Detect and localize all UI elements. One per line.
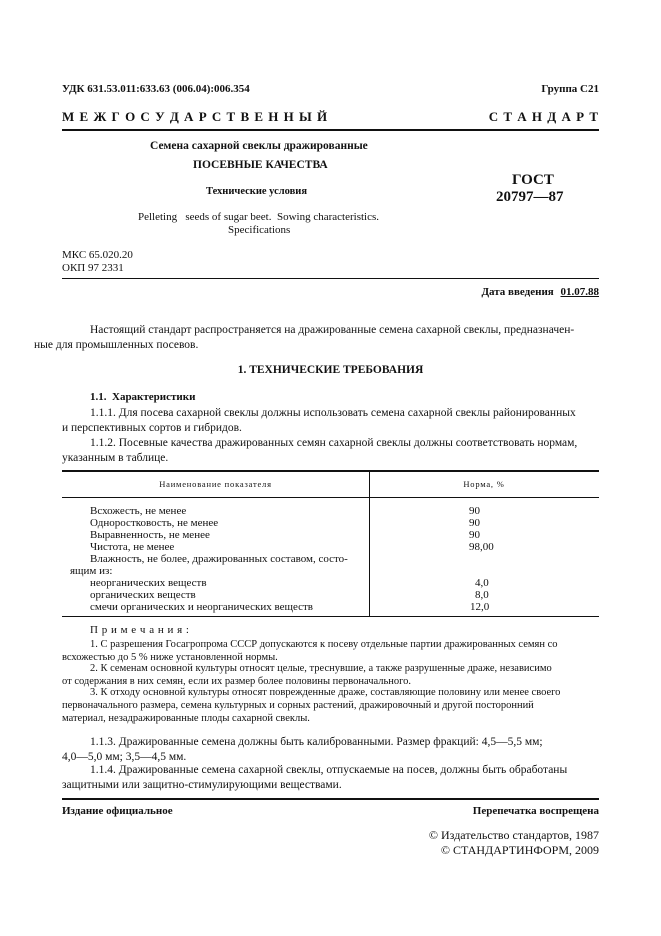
interstate-heading-right: С Т А Н Д А Р Т bbox=[488, 109, 599, 124]
group-code: Группа С21 bbox=[541, 83, 599, 95]
table-col1-header: Наименование показателя bbox=[159, 479, 272, 489]
intro-paragraph bbox=[34, 323, 599, 353]
p113-line-2: 4,0—5,0 мм; 3,5—4,5 мм. bbox=[62, 751, 187, 763]
paragraph-1-1-2 bbox=[62, 436, 599, 466]
reprint-prohibited: Перепечатка воспрещена bbox=[472, 805, 599, 817]
table-col2-header: Норма, % bbox=[463, 479, 505, 489]
note-2-line-2: от содержания в них семян, если их размер более половины первоначального. bbox=[62, 676, 412, 687]
table-row-uniformity: Выравненность, не менее bbox=[90, 529, 210, 541]
p114-line-2: защитными или защитно-стимулирующими веществами. bbox=[62, 779, 342, 791]
interstate-heading-left: М Е Ж Г О С У Д А Р С Т В Е Н Н Ы Й bbox=[62, 109, 329, 124]
p111-line-1: 1.1.1. Для посева сахарной свеклы должны использовать семена сахарной свеклы районированных bbox=[90, 407, 576, 419]
footer-rule bbox=[62, 798, 599, 800]
note-2-line-1: 2. К семенам основной культуры относят целые, треснувшие, а также разрушенные драже, независимо bbox=[90, 663, 552, 674]
table-header-rule bbox=[62, 497, 599, 498]
table-row-mixture: смечи органических и неорганических веществ bbox=[90, 601, 313, 613]
paragraph-1-1-1 bbox=[62, 406, 599, 436]
p111-line-2: и перспективных сортов и гибридов. bbox=[62, 422, 242, 434]
table-row-inorganic-value: 4,0 bbox=[475, 577, 489, 589]
p113-line-1: 1.1.3. Дражированные семена должны быть калиброванными. Размер фракций: 4,5—5,5 мм; bbox=[90, 736, 543, 748]
table-row-monogerm: Одноростковость, не менее bbox=[90, 517, 219, 529]
gost-number: 20797—87 bbox=[496, 189, 564, 205]
table-row-organic-value: 8,0 bbox=[475, 589, 489, 601]
table-top-rule bbox=[62, 470, 599, 472]
title-line-1: Семена сахарной свеклы дражированные bbox=[150, 140, 368, 152]
note-1-line-2: всхожестью до 5 % ниже установленной нормы. bbox=[62, 652, 278, 663]
title-line-2: ПОСЕВНЫЕ КАЧЕСТВА bbox=[193, 159, 328, 171]
table-row-uniformity-value: 90 bbox=[469, 529, 480, 541]
table-row-moisture-cont: ящим из: bbox=[70, 565, 113, 577]
table-row-mixture-value: 12,0 bbox=[470, 601, 490, 613]
official-edition: Издание официальное bbox=[62, 805, 173, 817]
table-row-monogerm-value: 90 bbox=[469, 517, 480, 529]
note-3 bbox=[62, 686, 599, 725]
udk-code: УДК 631.53.011:633.63 (006.04):006.354 bbox=[62, 83, 250, 95]
codes-rule bbox=[62, 278, 599, 279]
note-1-line-1: 1. С разрешения Госагропрома СССР допускаются к посеву отдельные партии дражированных семян со bbox=[90, 639, 558, 650]
section-title: 1. ТЕХНИЧЕСКИЕ ТРЕБОВАНИЯ bbox=[237, 364, 424, 376]
title-english-2: Specifications bbox=[228, 224, 291, 236]
intro-date-value: 01.07.88 bbox=[560, 286, 599, 298]
intro-date bbox=[481, 286, 599, 298]
table-row-organic: органических веществ bbox=[90, 589, 196, 601]
copyright-1: © Издательство стандартов, 1987 bbox=[428, 828, 599, 842]
subsection-title: 1.1. Характеристики bbox=[90, 391, 196, 403]
note-2 bbox=[62, 662, 599, 688]
p114-line-1: 1.1.4. Дражированные семена сахарной свеклы, отпускаемые на посев, должны быть обработаны bbox=[90, 764, 568, 776]
table-body-divider bbox=[369, 497, 370, 616]
copyright-2: © СТАНДАРТИНФОРМ, 2009 bbox=[440, 843, 599, 857]
table-row-inorganic: неорганических веществ bbox=[90, 577, 207, 589]
intro-date-label: Дата введения bbox=[481, 286, 554, 298]
notes-title: П р и м е ч а н и я : bbox=[90, 624, 190, 636]
note-3-line-3: материал, незадражированные плоды сахарной свеклы. bbox=[62, 713, 310, 724]
header-rule bbox=[62, 129, 599, 131]
title-english-1: Pelleting seeds of sugar beet. Sowing characteristics. bbox=[138, 211, 380, 223]
note-3-line-1: 3. К отходу основной культуры относят поврежденные драже, составляющие половину или менее своего bbox=[90, 687, 561, 698]
intro-line-2: ные для промышленных посевов. bbox=[34, 339, 199, 351]
okp-code: ОКП 97 2331 bbox=[62, 262, 124, 274]
table-row-germination-value: 90 bbox=[469, 505, 480, 517]
table-row-moisture: Влажность, не более, дражированных составом, состо- bbox=[90, 553, 348, 565]
mks-code: МКС 65.020.20 bbox=[62, 249, 133, 261]
intro-line-1: Настоящий стандарт распространяется на дражированные семена сахарной свеклы, предназначен- bbox=[90, 324, 575, 336]
title-line-3: Технические условия bbox=[206, 186, 308, 197]
table-row-purity-value: 98,00 bbox=[469, 541, 494, 553]
paragraph-1-1-3 bbox=[62, 735, 599, 765]
gost-label: ГОСТ bbox=[512, 172, 554, 188]
table-bottom-rule bbox=[62, 616, 599, 617]
table-row-germination: Всхожесть, не менее bbox=[90, 505, 187, 517]
paragraph-1-1-4 bbox=[62, 763, 599, 793]
p112-line-2: указанным в таблице. bbox=[62, 452, 169, 464]
p112-line-1: 1.1.2. Посевные качества дражированных семян сахарной свеклы должны соответствовать нормам, bbox=[90, 437, 578, 449]
note-1 bbox=[62, 638, 599, 664]
table-row-purity: Чистота, не менее bbox=[90, 541, 175, 553]
note-3-line-2: первоначального размера, семена культурных и сорных растений, дражировочный и другой посторонний bbox=[62, 700, 534, 711]
